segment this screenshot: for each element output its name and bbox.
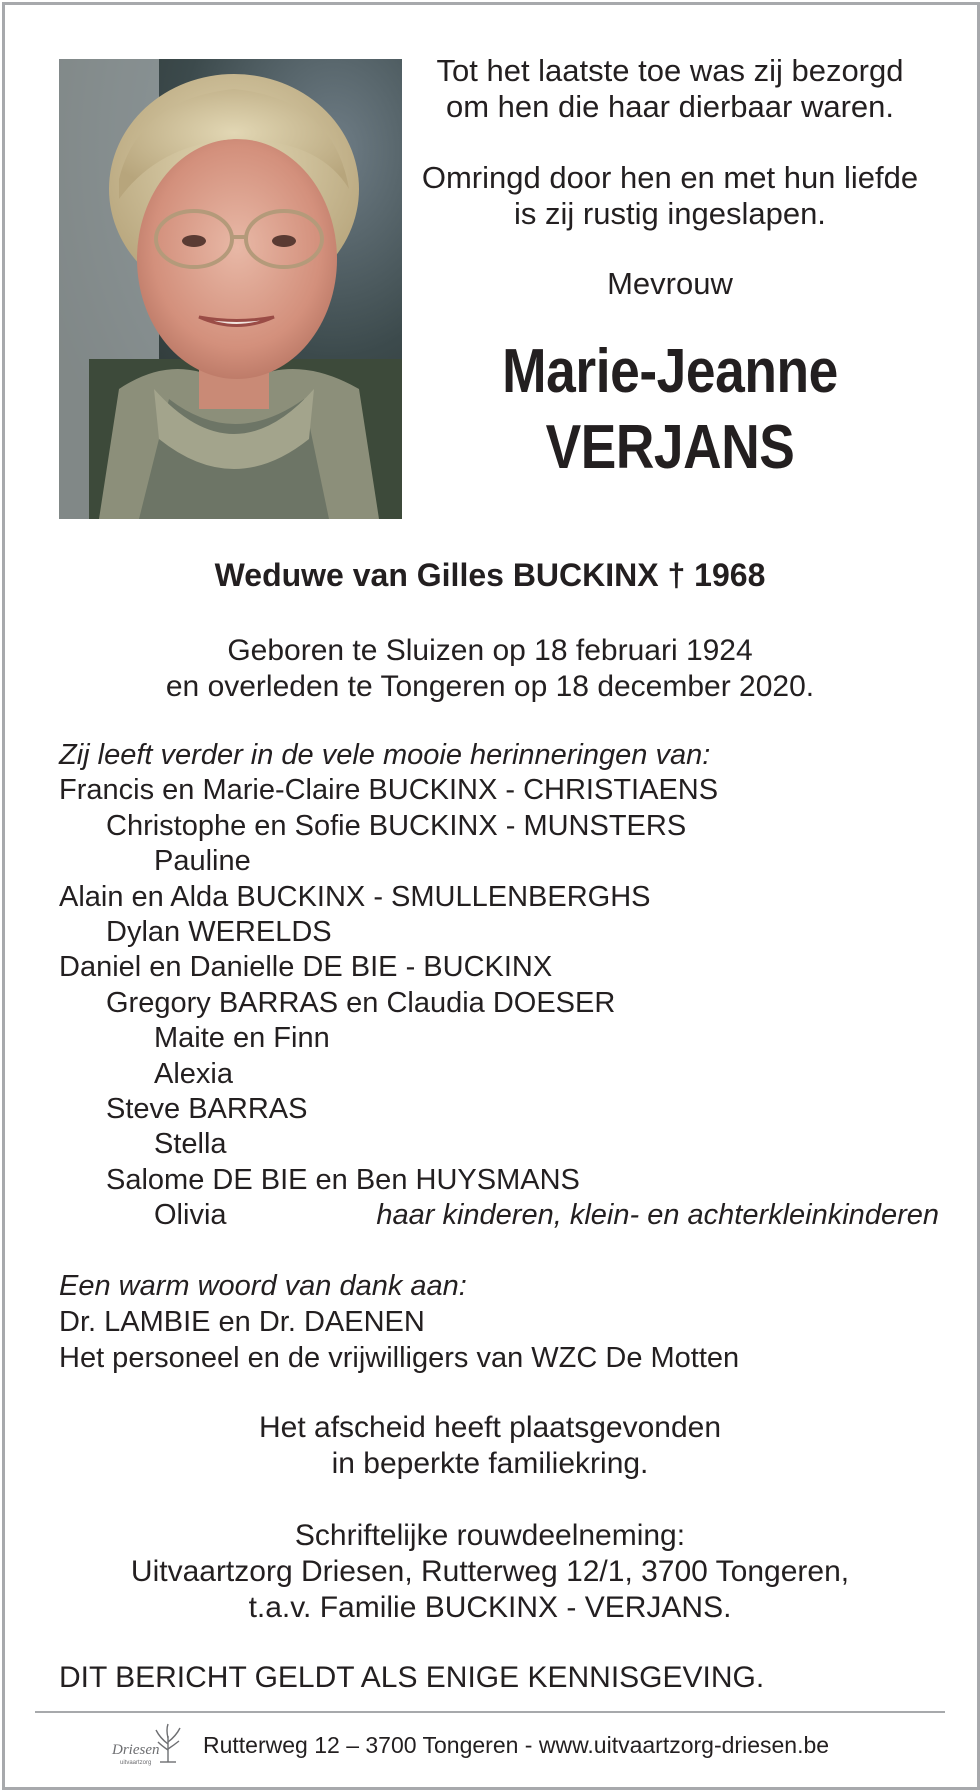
family-member-name: Francis en Marie-Claire BUCKINX - CHRISTIAENS [59,774,719,807]
thanks-section [59,1268,739,1376]
family-member [59,1057,959,1092]
family-member-name: Dylan WERELDS [106,915,332,948]
deceased-last-name: VERJANS [545,413,795,482]
logo-subtext: uitvaartzorg [120,1760,152,1766]
family-member [59,1163,959,1198]
portrait-illustration [59,59,402,519]
family-member [59,880,959,915]
verse-line-3: Omringd door hen en met hun liefde [421,160,919,195]
family-member-name: Maite en Finn [154,1022,330,1055]
family-member [59,773,959,808]
footer-divider [35,1711,945,1713]
family-member-name: Pauline [154,845,251,878]
family-list [59,738,959,1233]
family-member [59,809,959,844]
family-member [59,950,959,985]
farewell-line-1: Het afscheid heeft plaatsgevonden [259,1411,721,1444]
farewell-line-2: in beperkte familiekring. [331,1447,649,1480]
family-member [59,844,959,879]
honorific-title: Mevrouw [607,266,733,301]
family-intro: Zij leeft verder in de vele mooie herinneringen van: [59,739,711,771]
verse-line-4: is zij rustig ingeslapen. [514,196,826,231]
family-member-name: Christophe en Sofie BUCKINX - MUNSTERS [106,809,687,842]
family-member-name: Gregory BARRAS en Claudia DOESER [106,986,616,1019]
condolence-line-2: Uitvaartzorg Driesen, Rutterweg 12/1, 3700 Tongeren, [130,1555,850,1588]
family-member-name: Stella [154,1128,227,1161]
funeral-home-logo [110,1722,185,1770]
family-signature: haar kinderen, klein- en achterkleinkinderen [376,1199,939,1232]
thanks-intro: Een warm woord van dank aan: [59,1270,467,1302]
family-member [59,1127,959,1162]
verse-line-1: Tot het laatste toe was zij bezorgd [436,53,904,88]
thanks-line-staff: Het personeel en de vrijwilligers van WZC De Motten [59,1342,740,1374]
family-member [59,1092,959,1127]
verse-line-2: om hen die haar dierbaar waren. [445,89,895,124]
birth-line: Geboren te Sluizen op 18 februari 1924 [227,634,753,667]
family-member [59,915,959,950]
logo-text: Driesen [112,1742,160,1758]
notice-line: DIT BERICHT GELDT ALS ENIGE KENNISGEVING. [59,1661,765,1694]
portrait-photo [59,59,402,519]
footer-address: Rutterweg 12 – 3700 Tongeren - www.uitvaartzorg-driesen.be [203,1732,830,1758]
deceased-name [438,334,902,486]
death-line: en overleden te Tongeren op 18 december 2020. [165,670,815,703]
deceased-first-name: Marie-Jeanne [502,337,838,406]
condolence-line-3: t.a.v. Familie BUCKINX - VERJANS. [248,1591,732,1624]
family-member-name: Olivia [154,1199,227,1232]
condolence-line-1: Schriftelijke rouwdeelneming: [294,1519,686,1552]
family-member-name: Steve BARRAS [106,1092,308,1125]
family-member-name: Salome DE BIE en Ben HUYSMANS [106,1163,580,1196]
family-member [59,986,959,1021]
family-member [59,1198,959,1233]
family-member-name: Daniel en Danielle DE BIE - BUCKINX [59,951,553,984]
thanks-line-doctors: Dr. LAMBIE en Dr. DAENEN [59,1306,425,1338]
widow-line: Weduwe van Gilles BUCKINX † 1968 [214,557,766,593]
family-member-name: Alexia [154,1057,233,1090]
family-member [59,1021,959,1056]
family-member-name: Alain en Alda BUCKINX - SMULLENBERGHS [59,880,651,913]
